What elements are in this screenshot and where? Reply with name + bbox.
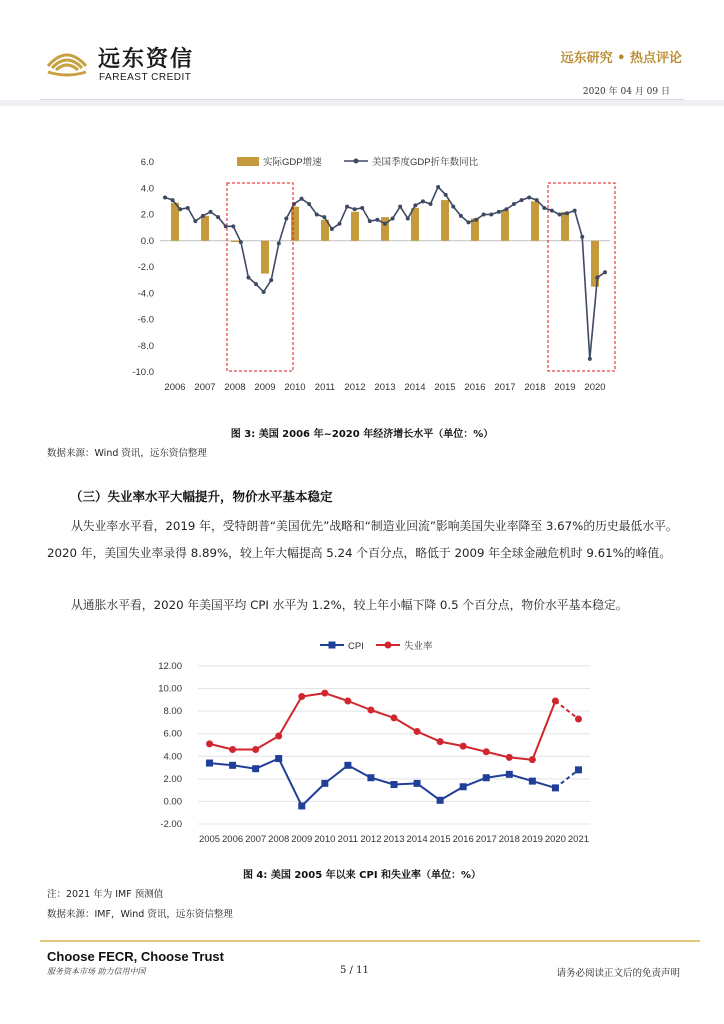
quarterly-gdp-point <box>254 282 258 286</box>
quarterly-gdp-point <box>527 195 531 199</box>
y-tick-label: -4.0 <box>137 288 154 300</box>
cpi-point <box>206 760 213 767</box>
y-tick-label: 0.00 <box>163 796 182 808</box>
x-tick-label: 2014 <box>406 834 428 845</box>
header-band <box>0 100 724 106</box>
y-tick-label: 2.0 <box>140 209 154 221</box>
y-tick-label: -6.0 <box>137 314 154 326</box>
legend-cpi-label: CPI <box>348 641 364 652</box>
page-number: 5 / 11 <box>340 965 369 976</box>
x-tick-label: 2014 <box>404 382 426 393</box>
gdp-bar <box>201 216 209 241</box>
y-tick-label: -2.0 <box>137 262 154 273</box>
y-tick-label: -10.0 <box>132 367 154 378</box>
x-tick-label: 2019 <box>521 834 543 845</box>
quarterly-gdp-point <box>209 210 213 214</box>
x-tick-label: 2009 <box>254 382 276 393</box>
crisis-highlight-box <box>227 183 293 371</box>
quarterly-gdp-point <box>360 206 364 210</box>
cpi-point <box>460 783 467 790</box>
quarterly-gdp-point <box>413 203 417 207</box>
quarterly-gdp-point <box>284 216 288 220</box>
section-heading: （三）失业率水平大幅提升，物价水平基本稳定 <box>70 489 333 504</box>
quarterly-gdp-point <box>216 215 220 219</box>
quarterly-gdp-point <box>603 270 607 274</box>
x-tick-label: 2010 <box>314 834 336 845</box>
unemployment-point <box>414 728 421 735</box>
legend-bar-swatch <box>237 157 259 166</box>
quarterly-gdp-point <box>368 219 372 223</box>
gdp-bar <box>441 200 449 241</box>
y-tick-label: 6.0 <box>140 157 154 168</box>
logo-chinese-name: 远东资信 <box>98 47 195 72</box>
unemployment-point <box>252 746 259 753</box>
quarterly-gdp-point <box>406 216 410 220</box>
quarterly-gdp-point <box>330 227 334 231</box>
quarterly-gdp-point <box>504 207 508 211</box>
quarterly-gdp-point <box>573 209 577 213</box>
gdp-growth-chart <box>120 150 620 400</box>
quarterly-gdp-point <box>193 219 197 223</box>
figure3-source: 数据来源：Wind 资讯，远东资信整理 <box>47 448 207 459</box>
x-tick-label: 2011 <box>314 382 336 393</box>
quarterly-gdp-point <box>231 224 235 228</box>
x-tick-label: 2013 <box>374 382 396 393</box>
cpi-point <box>575 766 582 773</box>
footer-divider <box>40 940 700 942</box>
x-tick-label: 2015 <box>434 382 456 393</box>
cpi-point <box>391 781 398 788</box>
unemployment-point <box>275 732 282 739</box>
x-tick-label: 2018 <box>498 834 520 845</box>
x-tick-label: 2007 <box>194 382 216 393</box>
unemployment-point <box>298 693 305 700</box>
unemployment-point <box>437 738 444 745</box>
quarterly-gdp-point <box>315 213 319 217</box>
quarterly-gdp-point <box>421 199 425 203</box>
quarterly-gdp-point <box>171 198 175 202</box>
unemployment-point <box>229 746 236 753</box>
gdp-bar <box>351 212 359 241</box>
quarterly-gdp-point <box>444 193 448 197</box>
x-tick-label: 2013 <box>383 834 405 845</box>
gdp-bar <box>531 201 539 240</box>
cpi-point <box>529 778 536 785</box>
x-tick-label: 2016 <box>452 834 474 845</box>
x-tick-label: 2010 <box>284 382 306 393</box>
gdp-bar <box>561 212 569 241</box>
quarterly-gdp-point <box>391 216 395 220</box>
cpi-point <box>437 797 444 804</box>
unemployment-point <box>344 697 351 704</box>
quarterly-gdp-point <box>557 213 561 217</box>
quarterly-gdp-point <box>466 220 470 224</box>
figure3-caption: 图 3: 美国 2006 年~2020 年经济增长水平（单位：%） <box>230 429 494 440</box>
paragraph-unemployment: 从失业率水平看，2019 年，受特朗普“美国优先”战略和“制造业回流”影响美国失业率降至 3.67%的历史最低水平。2020 年，美国失业率录得 8.89%，较上年大幅提高 5.24 个百分点，略低于 2009 年全球金融危机时 9.61%的峰值。 <box>47 519 678 560</box>
y-tick-label: -2.00 <box>160 819 182 830</box>
logo-english-name: FAREAST CREDIT <box>99 72 192 83</box>
quarterly-gdp-point <box>262 290 266 294</box>
y-tick-label: -8.0 <box>137 340 154 352</box>
quarterly-gdp-point <box>474 218 478 222</box>
gdp-bar <box>261 241 269 274</box>
quarterly-gdp-point <box>322 215 326 219</box>
cpi-point <box>229 762 236 769</box>
quarterly-gdp-point <box>300 197 304 201</box>
header-divider <box>40 99 684 100</box>
x-tick-label: 2008 <box>268 834 290 845</box>
x-tick-label: 2005 <box>198 834 221 845</box>
gdp-bar <box>171 203 179 241</box>
x-tick-label: 2006 <box>164 382 186 393</box>
quarterly-gdp-point <box>246 276 250 280</box>
figure4-caption: 图 4: 美国 2005 年以来 CPI 和失业率（单位：%） <box>242 870 482 881</box>
x-tick-label: 2012 <box>344 382 366 393</box>
unemployment-point <box>206 740 213 747</box>
quarterly-gdp-point <box>269 278 273 282</box>
x-tick-label: 2007 <box>245 834 267 845</box>
y-tick-label: 0.0 <box>140 235 154 247</box>
cpi-point <box>367 774 374 781</box>
quarterly-gdp-point <box>535 198 539 202</box>
unemployment-point <box>367 707 374 714</box>
quarterly-gdp-point <box>588 357 592 361</box>
x-tick-label: 2017 <box>475 834 497 845</box>
footer-slogan: Choose FECR, Choose Trust <box>47 949 224 964</box>
cpi-point <box>506 771 513 778</box>
quarterly-gdp-point <box>186 206 190 210</box>
pandemic-highlight-box <box>548 183 615 371</box>
cpi-point <box>252 765 259 772</box>
quarterly-gdp-point <box>345 205 349 209</box>
x-tick-label: 2011 <box>337 834 359 845</box>
footer-subslogan: 服务资本市场 助力信用中国 <box>47 967 146 976</box>
legend-unemployment-marker <box>385 642 392 649</box>
y-tick-label: 4.0 <box>140 183 154 195</box>
unemployment-point <box>391 714 398 721</box>
unemployment-forecast-line <box>555 701 578 719</box>
y-tick-label: 6.00 <box>163 728 182 740</box>
y-tick-label: 12.00 <box>158 661 182 672</box>
quarterly-gdp-point <box>595 276 599 280</box>
cpi-point <box>298 802 305 809</box>
cpi-point <box>483 774 490 781</box>
report-date: 2020 年 04 月 09 日 <box>582 87 670 97</box>
unemployment-point <box>321 690 328 697</box>
x-tick-label: 2016 <box>464 382 486 393</box>
unemployment-point <box>483 748 490 755</box>
quarterly-gdp-point <box>201 214 205 218</box>
unemployment-point <box>552 697 559 704</box>
cpi-point <box>414 780 421 787</box>
y-tick-label: 2.00 <box>163 773 182 785</box>
gdp-bar <box>381 217 389 241</box>
quarterly-gdp-point <box>451 205 455 209</box>
x-tick-label: 2006 <box>222 834 244 845</box>
quarterly-gdp-point <box>489 213 493 217</box>
x-tick-label: 2009 <box>291 834 313 845</box>
y-tick-label: 8.00 <box>163 706 182 718</box>
figure4-note: 注：2021 年为 IMF 预测值 <box>47 889 164 900</box>
quarterly-gdp-point <box>277 241 281 245</box>
cpi-point <box>344 762 351 769</box>
x-tick-label: 2021 <box>567 834 590 845</box>
unemployment-point <box>460 743 467 750</box>
quarterly-gdp-point <box>398 205 402 209</box>
legend-unemployment-label: 失业率 <box>404 641 433 652</box>
x-tick-label: 2019 <box>554 382 576 393</box>
x-tick-label: 2018 <box>524 382 546 393</box>
quarterly-gdp-point <box>520 198 524 202</box>
quarterly-gdp-point <box>178 207 182 211</box>
cpi-point <box>275 755 282 762</box>
x-tick-label: 2020 <box>584 382 606 393</box>
quarterly-gdp-point <box>512 202 516 206</box>
y-tick-label: 4.00 <box>163 751 182 763</box>
quarterly-gdp-point <box>337 222 341 226</box>
quarterly-gdp-point <box>580 235 584 239</box>
quarterly-gdp-point <box>565 211 569 215</box>
quarterly-gdp-point <box>383 222 387 226</box>
gdp-bar <box>411 208 419 241</box>
quarterly-gdp-point <box>482 213 486 217</box>
unemployment-point <box>575 716 582 723</box>
cpi-point <box>552 784 559 791</box>
disclaimer-notice: 请务必阅读正文后的免责声明 <box>556 968 680 979</box>
quarterly-gdp-point <box>542 206 546 210</box>
quarterly-gdp-point <box>163 195 167 199</box>
y-tick-label: 10.00 <box>158 683 182 695</box>
gdp-bar <box>501 211 509 241</box>
quarterly-gdp-point <box>497 210 501 214</box>
gdp-bar <box>231 241 239 242</box>
x-tick-label: 2017 <box>494 382 516 393</box>
figure4-source: 数据来源：IMF，Wind 资讯，远东资信整理 <box>47 909 233 920</box>
quarterly-gdp-point <box>375 218 379 222</box>
cpi-line <box>210 759 556 806</box>
quarterly-gdp-point <box>307 202 311 206</box>
quarterly-gdp-point <box>550 209 554 213</box>
unemployment-point <box>506 754 513 761</box>
x-tick-label: 2008 <box>224 382 246 393</box>
legend-line-label: 美国季度GDP折年数同比 <box>372 157 479 168</box>
quarterly-gdp-point <box>239 240 243 244</box>
unemployment-point <box>529 756 536 763</box>
cpi-unemployment-chart <box>150 632 600 850</box>
report-section-title: 远东研究 • 热点评论 <box>560 51 682 66</box>
cpi-point <box>321 780 328 787</box>
fareast-logo-icon <box>44 40 90 82</box>
legend-bar-label: 实际GDP增速 <box>263 157 322 168</box>
quarterly-gdp-point <box>436 185 440 189</box>
quarterly-gdp-point <box>459 214 463 218</box>
quarterly-gdp-point <box>429 202 433 206</box>
unemployment-line <box>210 693 556 760</box>
x-tick-label: 2015 <box>429 834 451 845</box>
paragraph-inflation: 从通胀水平看，2020 年美国平均 CPI 水平为 1.2%，较上年小幅下降 0.5 个百分点，物价水平基本稳定。 <box>71 598 628 612</box>
gdp-bar <box>291 207 299 241</box>
x-tick-label: 2020 <box>544 834 566 845</box>
legend-line-marker <box>354 159 359 164</box>
x-tick-label: 2012 <box>360 834 382 845</box>
legend-cpi-marker <box>329 642 336 649</box>
quarterly-gdp-point <box>353 207 357 211</box>
